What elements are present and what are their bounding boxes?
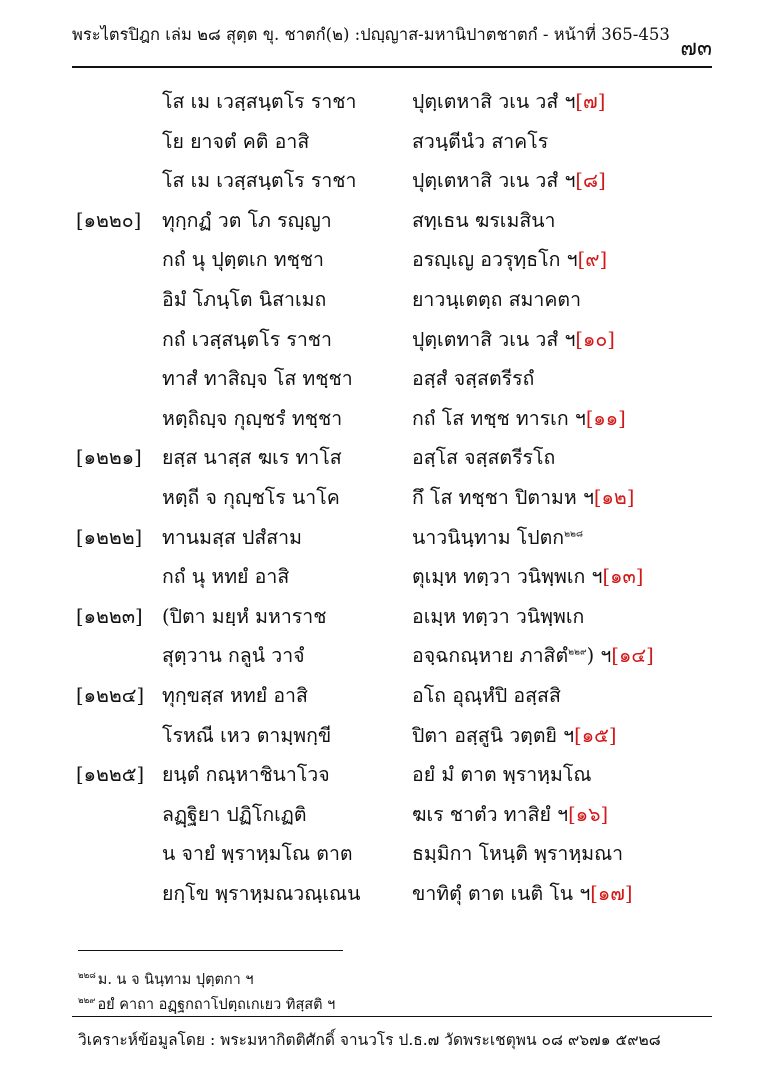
- header-divider: [72, 66, 712, 68]
- verse-right-half: [412, 640, 654, 671]
- verse-reference-number: [๘]: [575, 169, 606, 193]
- verse-row: [0, 555, 770, 595]
- verse-left-half: โย ยาจตํ คติ อาสิ: [162, 129, 310, 153]
- verse-number: [๑๒๒๒]: [76, 525, 143, 549]
- verse-left-half: โส เม เวสฺสนฺตโร ราชา: [162, 90, 357, 113]
- verse-left-half: โส เม เวสฺสนฺตโร ราชา: [162, 169, 357, 193]
- footnote-marker: ๒๒๘: [564, 529, 583, 540]
- verse-right-half: [412, 165, 606, 196]
- footnote-marker: ๒๒๙: [568, 647, 587, 658]
- verse-left-half: กถํ เวสฺสนฺตโร ราชา: [162, 327, 332, 351]
- verse-right-text: นาวนินฺทาม โปตก: [412, 525, 565, 549]
- verse-row: [0, 318, 770, 358]
- verse-row: [0, 199, 770, 239]
- verse-left-half: น จายํ พฺราหฺมโณ ตาต: [162, 842, 353, 866]
- verse-row: [0, 397, 770, 437]
- verse-reference-number: [๑๖]: [568, 802, 609, 826]
- header-title: พระไตรปิฎก เล่ม ๒๘ สุตฺต ขุ. ชาตกํ(๒) :ปญฺญาส-มหานิปาตชาตกํ - หน้าที่ 365-453: [72, 25, 670, 44]
- verse-row: [0, 238, 770, 278]
- footnote-text: ม. น จ นินฺทาม ปุตฺตกา ฯ: [97, 972, 254, 988]
- verse-left-half: ยกฺโข พฺราหฺมณวณฺเณน: [162, 882, 361, 905]
- verse-right-text: ปุตฺเตทาสิ วเน วสํ ฯ: [412, 327, 576, 351]
- verse-row: [0, 120, 770, 160]
- verse-left-half: โรหณี เหว ตามฺพกฺขี: [162, 723, 332, 747]
- verse-left-half: ทุกฺกฏํ วต โภ รญฺญา: [162, 208, 332, 232]
- verse-right-half: [412, 244, 607, 275]
- verse-right-text: ธมฺมิกา โหนฺติ พฺราหฺมณา: [412, 842, 624, 866]
- verse-left-half: หตฺถิญฺจ กุญฺชรํ ทชฺชา: [162, 406, 343, 430]
- verse-right-half: [412, 878, 633, 909]
- verse-right-text: อโถ อุณฺหํปิ อสฺสสิ: [412, 684, 561, 707]
- verse-right-half: [412, 759, 591, 790]
- verse-reference-number: [๙]: [577, 248, 608, 272]
- footnote-item: [78, 993, 335, 1016]
- verse-reference-number: [๑๗]: [590, 882, 633, 905]
- footnote-divider: [78, 950, 343, 951]
- verse-left-half: ทุกฺขสฺส หทยํ อาสิ: [162, 684, 308, 707]
- verse-left-half: สุตฺวาน กลูนํ วาจํ: [162, 644, 305, 668]
- verse-reference-number: [๗]: [575, 90, 606, 113]
- verse-left-half: กถํ นุ หทยํ อาสิ: [162, 565, 290, 589]
- verse-reference-number: [๑๕]: [574, 723, 617, 747]
- verse-row: [0, 753, 770, 793]
- verse-right-half: [412, 86, 605, 117]
- verse-reference-number: [๑๓]: [602, 565, 644, 589]
- footer-divider: [72, 1016, 712, 1017]
- verse-right-text: อรญฺเญ อวรุทฺธโก ฯ: [412, 248, 578, 272]
- verse-row: [0, 357, 770, 397]
- verse-right-half: [412, 680, 561, 711]
- footnote-text: อยํ คาถา อฏฺฐกถาโปตฺถเกเยว ทิสฺสติ ฯ: [97, 997, 336, 1013]
- verse-right-text: ยาวนฺเตตฺถ สมาคตา: [412, 288, 582, 311]
- verse-reference-number: [๑๔]: [611, 644, 654, 668]
- verse-right-half: [412, 522, 583, 553]
- verse-left-half: หตฺถี จ กุญฺชโร นาโค: [162, 486, 340, 509]
- verse-right-text: อยํ มํ ตาต พฺราหฺมโณ: [412, 763, 592, 787]
- verse-right-half: [412, 799, 608, 830]
- page-footer: วิเคราะห์ข้อมูลโดย : พระมหากิตติศักดิ์ จานวโร ป.ธ.๗ วัดพระเชตุพน ๐๘ ๙๖๗๑ ๕๙๒๘: [78, 1031, 661, 1049]
- verse-number: [๑๒๒๑]: [76, 446, 142, 470]
- verse-right-half: [412, 363, 534, 394]
- verse-right-half: [412, 601, 584, 632]
- verse-right-text: สทฺเธน ฆรเมสินา: [412, 208, 556, 232]
- verse-right-text: อสฺสํ จสฺสตรีรถํ: [412, 367, 535, 391]
- verse-left-half: ทานมสฺส ปสํสาม: [162, 525, 302, 549]
- verse-number: [๑๒๒๔]: [76, 684, 145, 707]
- verse-right-text: สวนฺตีนํว สาคโร: [412, 129, 549, 153]
- verse-reference-number: [๑๒]: [593, 486, 635, 509]
- verse-right-half: [412, 720, 616, 751]
- verse-right-half: [412, 284, 581, 315]
- verse-row: [0, 476, 770, 516]
- verse-right-text: กถํ โส ทชฺช ทารเก ฯ: [412, 406, 586, 430]
- verse-row: [0, 436, 770, 476]
- verse-number: [๑๒๒๐]: [76, 208, 142, 232]
- footnote-number: ๒๒๙: [78, 996, 96, 1007]
- verse-left-half: ยนฺตํ กณฺหาชินาโวจ: [162, 763, 330, 787]
- verse-right-text: อจฺฉกณฺหาย ภาสิตํ: [412, 644, 569, 668]
- verse-right-text: ปิตา อสฺสูนิ วตฺตยิ ฯ: [412, 723, 575, 747]
- verse-right-half: [412, 403, 626, 434]
- verse-row: [0, 872, 770, 912]
- verse-left-half: ทาสํ ทาสิญฺจ โส ทชฺชา: [162, 367, 353, 391]
- verse-right-half: [412, 561, 643, 592]
- verse-left-half: กถํ นุ ปุตฺตเก ทชฺชา: [162, 248, 324, 272]
- verse-left-half: (ปิตา มยฺหํ มหาราช: [162, 604, 327, 628]
- verse-right-half: [412, 126, 548, 157]
- verse-right-half: [412, 324, 615, 355]
- verse-row: [0, 159, 770, 199]
- verse-left-half: อิมํ โภนฺโต นิสาเมถ: [162, 288, 327, 311]
- verse-row: [0, 595, 770, 635]
- verse-right-half: [412, 442, 555, 473]
- verse-right-text: ปุตฺเตหาสิ วเน วสํ ฯ: [412, 90, 576, 113]
- verse-row: [0, 516, 770, 556]
- verse-right-text: อเมฺห ทตฺวา วนิพฺพเก: [412, 604, 585, 628]
- verse-row: [0, 674, 770, 714]
- verse-right-half: [412, 482, 634, 513]
- verse-row: [0, 832, 770, 872]
- verse-row: [0, 714, 770, 754]
- verse-right-trailing: ) ฯ: [586, 644, 612, 668]
- verse-number: [๑๒๒๓]: [76, 604, 143, 628]
- verse-row: [0, 278, 770, 318]
- verse-row: [0, 634, 770, 674]
- footnote-item: [78, 968, 254, 991]
- verse-reference-number: [๑๑]: [585, 406, 626, 430]
- verse-right-half: [412, 838, 623, 869]
- verse-row: [0, 80, 770, 120]
- verse-right-text: ขาทิตุํ ตาต เนติ โน ฯ: [412, 882, 591, 905]
- page-number: ๗๓: [680, 36, 712, 61]
- verse-number: [๑๒๒๕]: [76, 763, 145, 787]
- footnote-number: ๒๒๘: [78, 971, 96, 982]
- verse-right-text: กึ โส ทชฺชา ปิตามห ฯ: [412, 486, 594, 509]
- verse-left-half: ลฏฺฐิยา ปฏิโกเฏติ: [162, 802, 307, 826]
- verse-right-text: อสฺโส จสฺสตรีรโถ: [412, 446, 556, 470]
- verse-left-half: ยสฺส นาสฺส ฆเร ทาโส: [162, 446, 342, 470]
- verse-reference-number: [๑๐]: [575, 327, 615, 351]
- verse-right-text: ปุตฺเตหาสิ วเน วสํ ฯ: [412, 169, 576, 193]
- verse-right-half: [412, 205, 556, 236]
- verse-right-text: ตุเมฺห ทตฺวา วนิพฺพเก ฯ: [412, 565, 603, 589]
- verse-right-text: ฆเร ชาตํว ทาสิยํ ฯ: [412, 802, 569, 826]
- page-header: [72, 18, 712, 66]
- verse-row: [0, 793, 770, 833]
